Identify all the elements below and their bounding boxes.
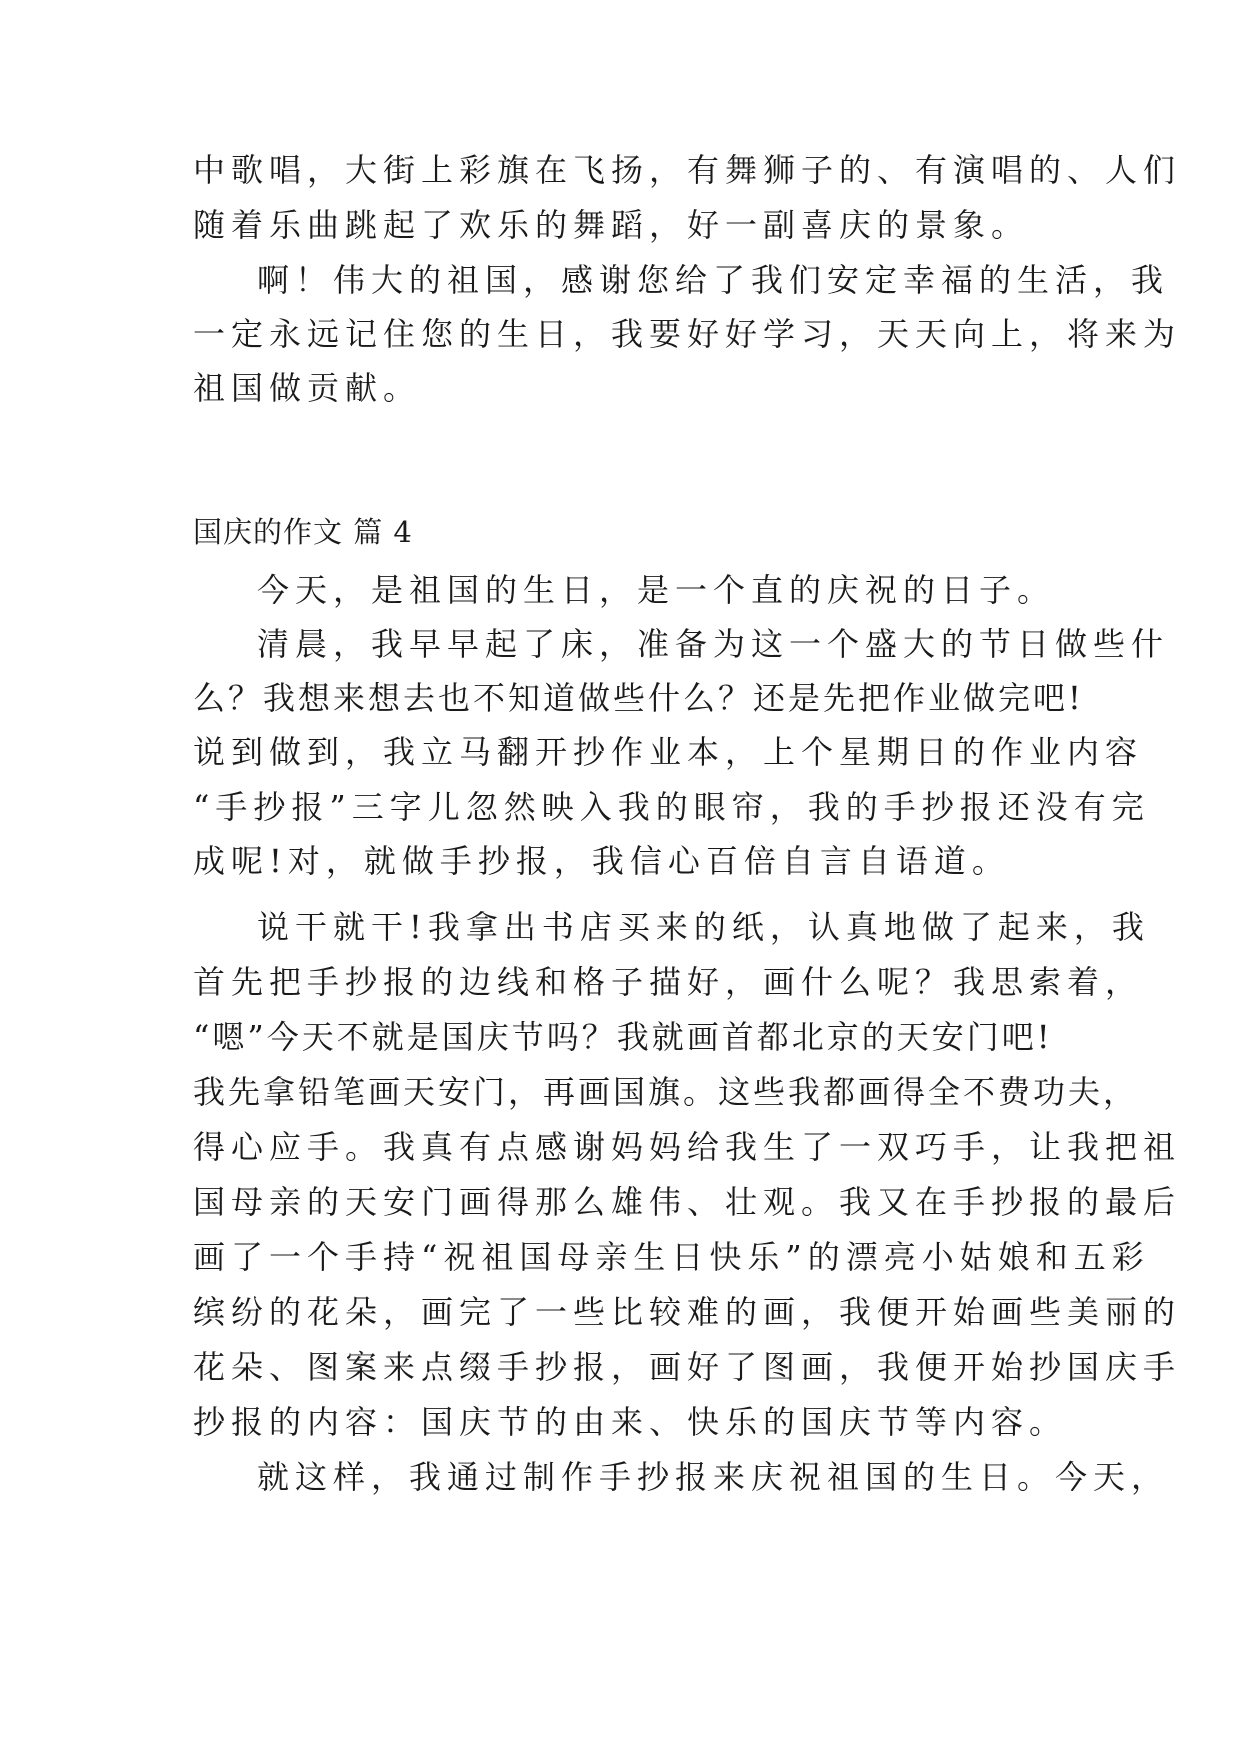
paragraph-line: 祖国做贡献。 [193,369,422,407]
paragraph-line: 缤纷的花朵，画完了一些比较难的画，我便开始画些美丽的 [193,1293,1182,1331]
paragraph-line: 随着乐曲跳起了欢乐的舞蹈，好一副喜庆的景象。 [193,206,1030,244]
paragraph-line: 一定永远记住您的生日，我要好好学习，天天向上，将来为 [193,315,1182,353]
paragraph-line: 啊！伟大的祖国，感谢您给了我们安定幸福的生活，我 [257,261,1170,299]
paragraph-line: 说到做到，我立马翻开抄作业本，上个星期日的作业内容 [193,733,1144,771]
paragraph-line: 画了一个手持“祝祖国母亲生日快乐”的漂亮小姑娘和五彩 [193,1238,1150,1276]
paragraph-line: 得心应手。我真有点感谢妈妈给我生了一双巧手，让我把祖 [193,1128,1182,1166]
paragraph-line: 就这样，我通过制作手抄报来庆祝祖国的生日。今天， [257,1458,1170,1496]
paragraph-line: 我先拿铅笔画天安门，再画国旗。这些我都画得全不费功夫， [193,1073,1139,1111]
paragraph-line: 花朵、图案来点缀手抄报，画好了图画，我便开始抄国庆手 [193,1348,1182,1386]
paragraph-line: 说干就干!我拿出书店买来的纸，认真地做了起来，我 [257,908,1150,946]
paragraph-line: 今天，是祖国的生日，是一个直的庆祝的日子。 [257,571,1056,609]
paragraph-line: 清晨，我早早起了床，准备为这一个盛大的节日做些什 [257,625,1170,663]
paragraph-line: “手抄报”三字儿忽然映入我的眼帘，我的手抄报还没有完 [193,788,1150,826]
paragraph-line: 抄报的内容：国庆节的由来、快乐的国庆节等内容。 [193,1403,1068,1441]
paragraph-line: 成呢!对，就做手抄报，我信心百倍自言自语道。 [193,842,1010,880]
paragraph-line: 首先把手抄报的边线和格子描好，画什么呢？我思索着， [193,963,1144,1001]
section-heading: 国庆的作文 篇 4 [193,515,413,549]
paragraph-line: 国母亲的天安门画得那么雄伟、壮观。我又在手抄报的最后 [193,1183,1182,1221]
paragraph-line: 么？我想来想去也不知道做些什么？还是先把作业做完吧! [193,679,1084,717]
paragraph-line: “嗯”今天不就是国庆节吗？我就画首都北京的天安门吧! [193,1018,1053,1056]
paragraph-line: 中歌唱，大街上彩旗在飞扬，有舞狮子的、有演唱的、人们 [193,151,1182,189]
